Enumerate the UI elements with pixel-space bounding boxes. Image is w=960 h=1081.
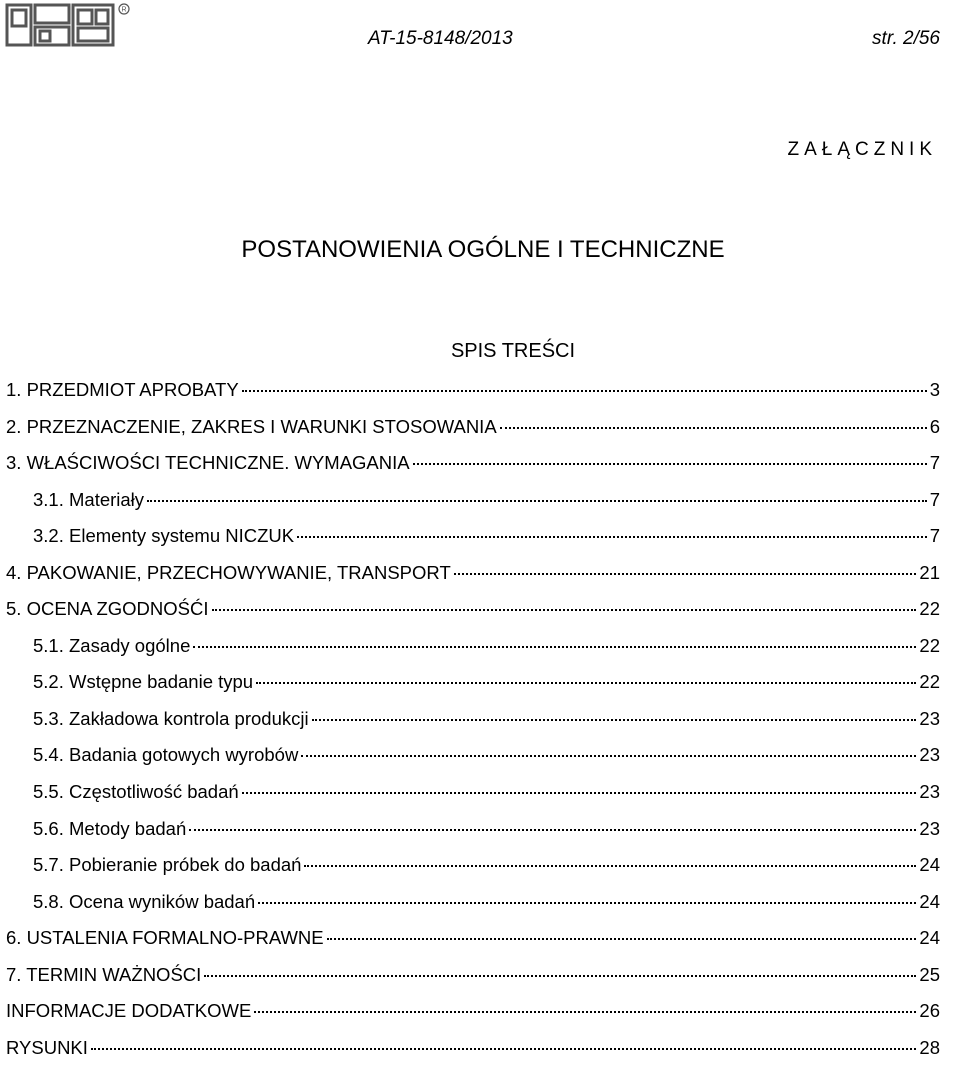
toc-entry-page: 7 — [929, 488, 940, 510]
toc-entry-label: RYSUNKI — [6, 1036, 88, 1058]
toc-entry-page: 23 — [919, 744, 940, 766]
toc-entry-label: 3.1. Materiały — [33, 488, 145, 510]
toc-entry[interactable] — [6, 524, 940, 561]
toc-entry-label: 6. USTALENIA FORMALNO-PRAWNE — [6, 927, 324, 949]
toc-title: SPIS TREŚCI — [450, 340, 576, 362]
toc-entry[interactable] — [6, 670, 940, 707]
toc-dot-leader — [327, 938, 917, 940]
toc-dot-leader — [413, 463, 927, 465]
toc-dot-leader — [147, 500, 927, 502]
toc-dot-leader — [242, 792, 917, 794]
toc-entry-page: 24 — [919, 890, 940, 912]
toc-entry[interactable] — [6, 1036, 940, 1073]
toc-entry-page: 24 — [919, 927, 940, 949]
toc-entry-label: 5.1. Zasady ogólne — [33, 634, 191, 656]
toc-dot-leader — [500, 427, 927, 429]
toc-entry-label: 3.2. Elementy systemu NICZUK — [33, 525, 295, 547]
toc-entry-label: 5.6. Metody badań — [33, 817, 187, 839]
toc-entry-page: 6 — [929, 415, 940, 437]
toc-dot-leader — [204, 975, 916, 977]
toc-entry-label: 5.7. Pobieranie próbek do badań — [33, 854, 302, 876]
toc-entry-page: 26 — [919, 1000, 940, 1022]
toc-dot-leader — [189, 829, 916, 831]
svg-text:R: R — [121, 6, 127, 14]
toc-entry[interactable] — [6, 707, 940, 744]
toc-entry[interactable] — [6, 926, 940, 963]
toc-entry-label: 4. PAKOWANIE, PRZECHOWYWANIE, TRANSPORT — [6, 561, 451, 583]
toc-entry-page: 23 — [919, 817, 940, 839]
toc-entry-label: 5. OCENA ZGODNOŚĆI — [6, 598, 209, 620]
toc-entry-page: 23 — [919, 707, 940, 729]
main-title: POSTANOWIENIA OGÓLNE I TECHNICZNE — [241, 236, 725, 263]
toc-entry[interactable] — [6, 780, 940, 817]
toc-entry[interactable] — [6, 853, 940, 890]
page-indicator: str. 2/56 — [872, 28, 940, 49]
toc-entry[interactable] — [6, 743, 940, 780]
toc-entry[interactable] — [6, 597, 940, 634]
toc-entry[interactable] — [6, 963, 940, 1000]
toc-dot-leader — [301, 755, 916, 757]
document-number: AT-15-8148/2013 — [368, 28, 513, 49]
toc-entry-page: 22 — [919, 671, 940, 693]
toc-entry-label: 1. PRZEDMIOT APROBATY — [6, 379, 239, 400]
toc-entry-page: 25 — [919, 963, 940, 985]
toc-entry-label: 5.8. Ocena wyników badań — [33, 890, 256, 912]
toc-entry-page: 24 — [919, 854, 940, 876]
toc-entry-page: 28 — [919, 1036, 940, 1058]
toc-entry-label: 3. WŁAŚCIWOŚCI TECHNICZNE. WYMAGANIA — [6, 452, 410, 474]
toc-entry[interactable] — [6, 999, 940, 1036]
toc-entry[interactable] — [6, 561, 940, 598]
annex-title: ZAŁĄCZNIK — [787, 139, 937, 160]
toc-entry-page: 7 — [929, 525, 940, 547]
toc-dot-leader — [212, 609, 917, 611]
toc-dot-leader — [297, 536, 927, 538]
toc-dot-leader — [304, 865, 916, 867]
toc-entry-page: 23 — [919, 781, 940, 803]
toc-dot-leader — [242, 390, 927, 392]
toc-entry-page: 3 — [929, 379, 940, 400]
toc-entry[interactable] — [6, 378, 940, 415]
toc-entry[interactable] — [6, 415, 940, 452]
toc-dot-leader — [258, 902, 916, 904]
toc-entry[interactable] — [6, 488, 940, 525]
toc-entry-label: 5.5. Częstotliwość badań — [33, 781, 239, 803]
toc-entry[interactable] — [6, 817, 940, 854]
toc-entry-label: 7. TERMIN WAŻNOŚCI — [6, 963, 202, 985]
toc-dot-leader — [254, 1011, 916, 1013]
table-of-contents — [6, 378, 940, 1072]
toc-entry[interactable] — [6, 634, 940, 671]
toc-entry-label: INFORMACJE DODATKOWE — [6, 1000, 252, 1022]
toc-entry-label: 5.3. Zakładowa kontrola produkcji — [33, 707, 309, 729]
toc-entry[interactable] — [6, 451, 940, 488]
toc-entry-page: 22 — [919, 634, 940, 656]
toc-entry-page: 7 — [929, 452, 940, 474]
toc-dot-leader — [454, 573, 917, 575]
toc-dot-leader — [91, 1048, 917, 1050]
toc-entry-page: 21 — [919, 561, 940, 583]
toc-dot-leader — [256, 682, 916, 684]
toc-dot-leader — [193, 646, 916, 648]
toc-entry-label: 5.2. Wstępne badanie typu — [33, 671, 254, 693]
toc-entry[interactable] — [6, 890, 940, 927]
toc-entry-label: 5.4. Badania gotowych wyrobów — [33, 744, 299, 766]
toc-dot-leader — [312, 719, 917, 721]
toc-entry-page: 22 — [919, 598, 940, 620]
itb-logo — [4, 2, 130, 48]
toc-entry-label: 2. PRZEZNACZENIE, ZAKRES I WARUNKI STOSOWANIA — [6, 415, 497, 437]
